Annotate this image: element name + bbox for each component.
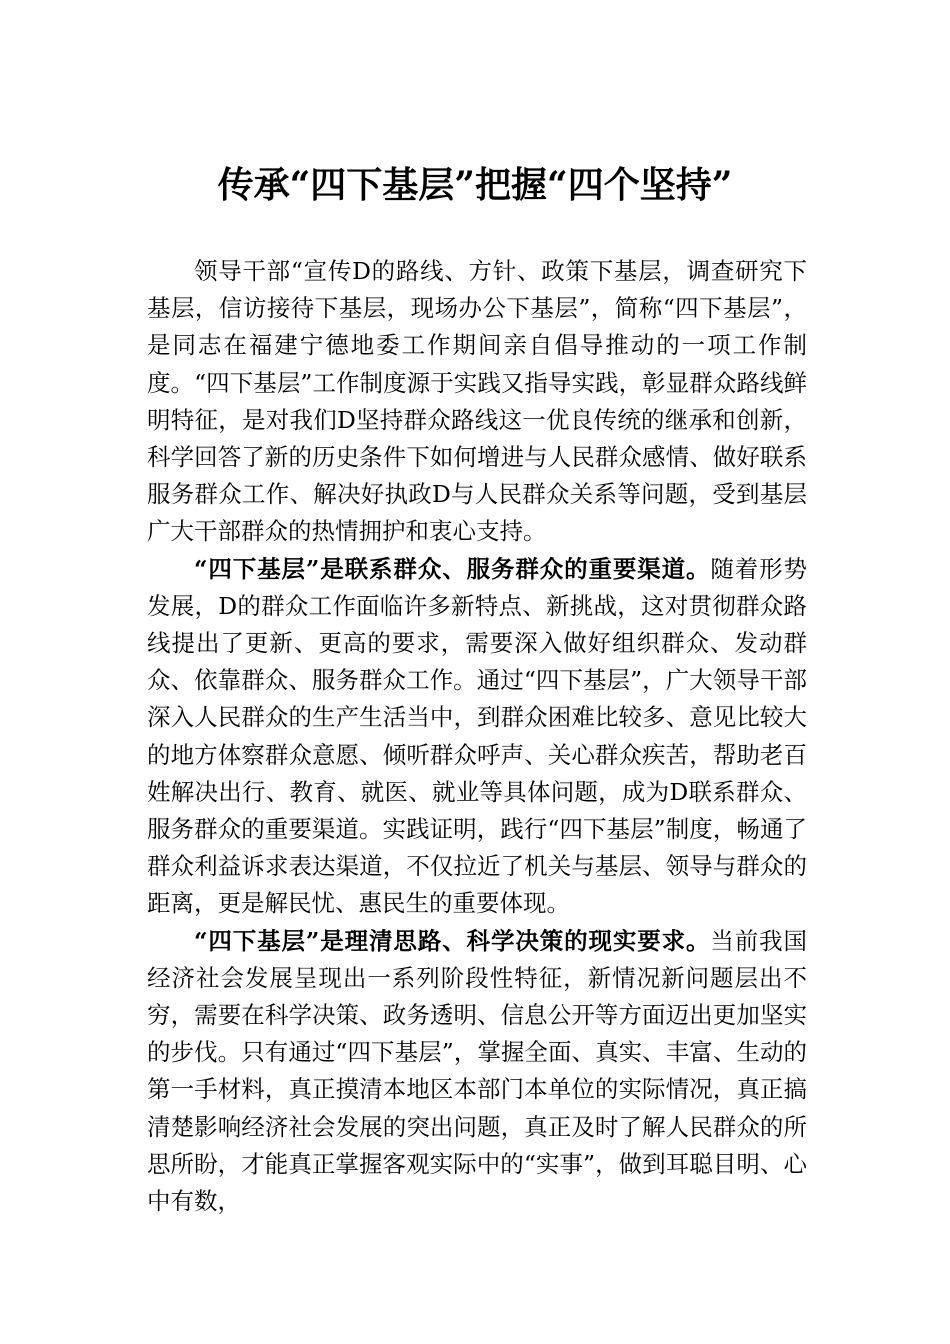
paragraph-text: 随着形势发展，D的群众工作面临许多新特点、新挑战，这对贯彻群众路线提出了更新、更高的要求，需要深入做好组织群众、发动群众、依靠群众、服务群众工作。通过“四下基层”，广大领导干部深入人民群众的生产生活当中，到群众困难比较多、意见比较大的地方体察群众意愿、倾听群众呼声、关心群众疾苦，帮助老百姓解决出行、教育、就医、就业等具体问题，成为D联系群众、服务群众的重要渠道。实践证明，践行“四下基层”制度，畅通了群众利益诉求表达渠道，不仅拉近了机关与基层、领导与群众的距离，更是解民忧、惠民生的重要体现。 <box>147 554 807 918</box>
document-title: 传承“四下基层”把握“四个坚持” <box>217 164 733 206</box>
paragraph-scientific-decision <box>147 923 807 1221</box>
paragraph-lead: “四下基层”是理清思路、科学决策的现实要求。 <box>194 926 711 955</box>
paragraph-text: 当前我国经济社会发展呈现出一系列阶段性特征，新情况新问题层出不穷，需要在科学决策、政务透明、信息公开等方面迈出更加坚实的步伐。只有通过“四下基层”，掌握全面、真实、丰富、生动的第一手材料，真正摸清本地区本部门本单位的实际情况，真正搞清楚影响经济社会发展的突出问题，真正及时了解人民群众的所思所盼，才能真正掌握客观实际中的“实事”，做到耳聪目明、心中有数， <box>147 926 807 1216</box>
paragraph-text: 领导干部“宣传D的路线、方针、政策下基层，调查研究下基层，信访接待下基层，现场办公下基层”，简称“四下基层”，是同志在福建宁德地委工作期间亲自倡导推动的一项工作制度。“四下基层”工作制度源于实践又指导实践，彰显群众路线鲜明特征，是对我们D坚持群众路线这一优良传统的继承和创新，科学回答了新的历史条件下如何增进与人民群众感情、做好联系服务群众工作、解决好执政D与人民群众关系等问题，受到基层广大干部群众的热情拥护和衷心支持。 <box>147 257 807 546</box>
paragraph-contact-masses <box>147 551 807 923</box>
paragraph-intro <box>147 253 807 551</box>
document-body <box>147 253 807 1220</box>
paragraph-lead: “四下基层”是联系群众、服务群众的重要渠道。 <box>194 554 711 583</box>
